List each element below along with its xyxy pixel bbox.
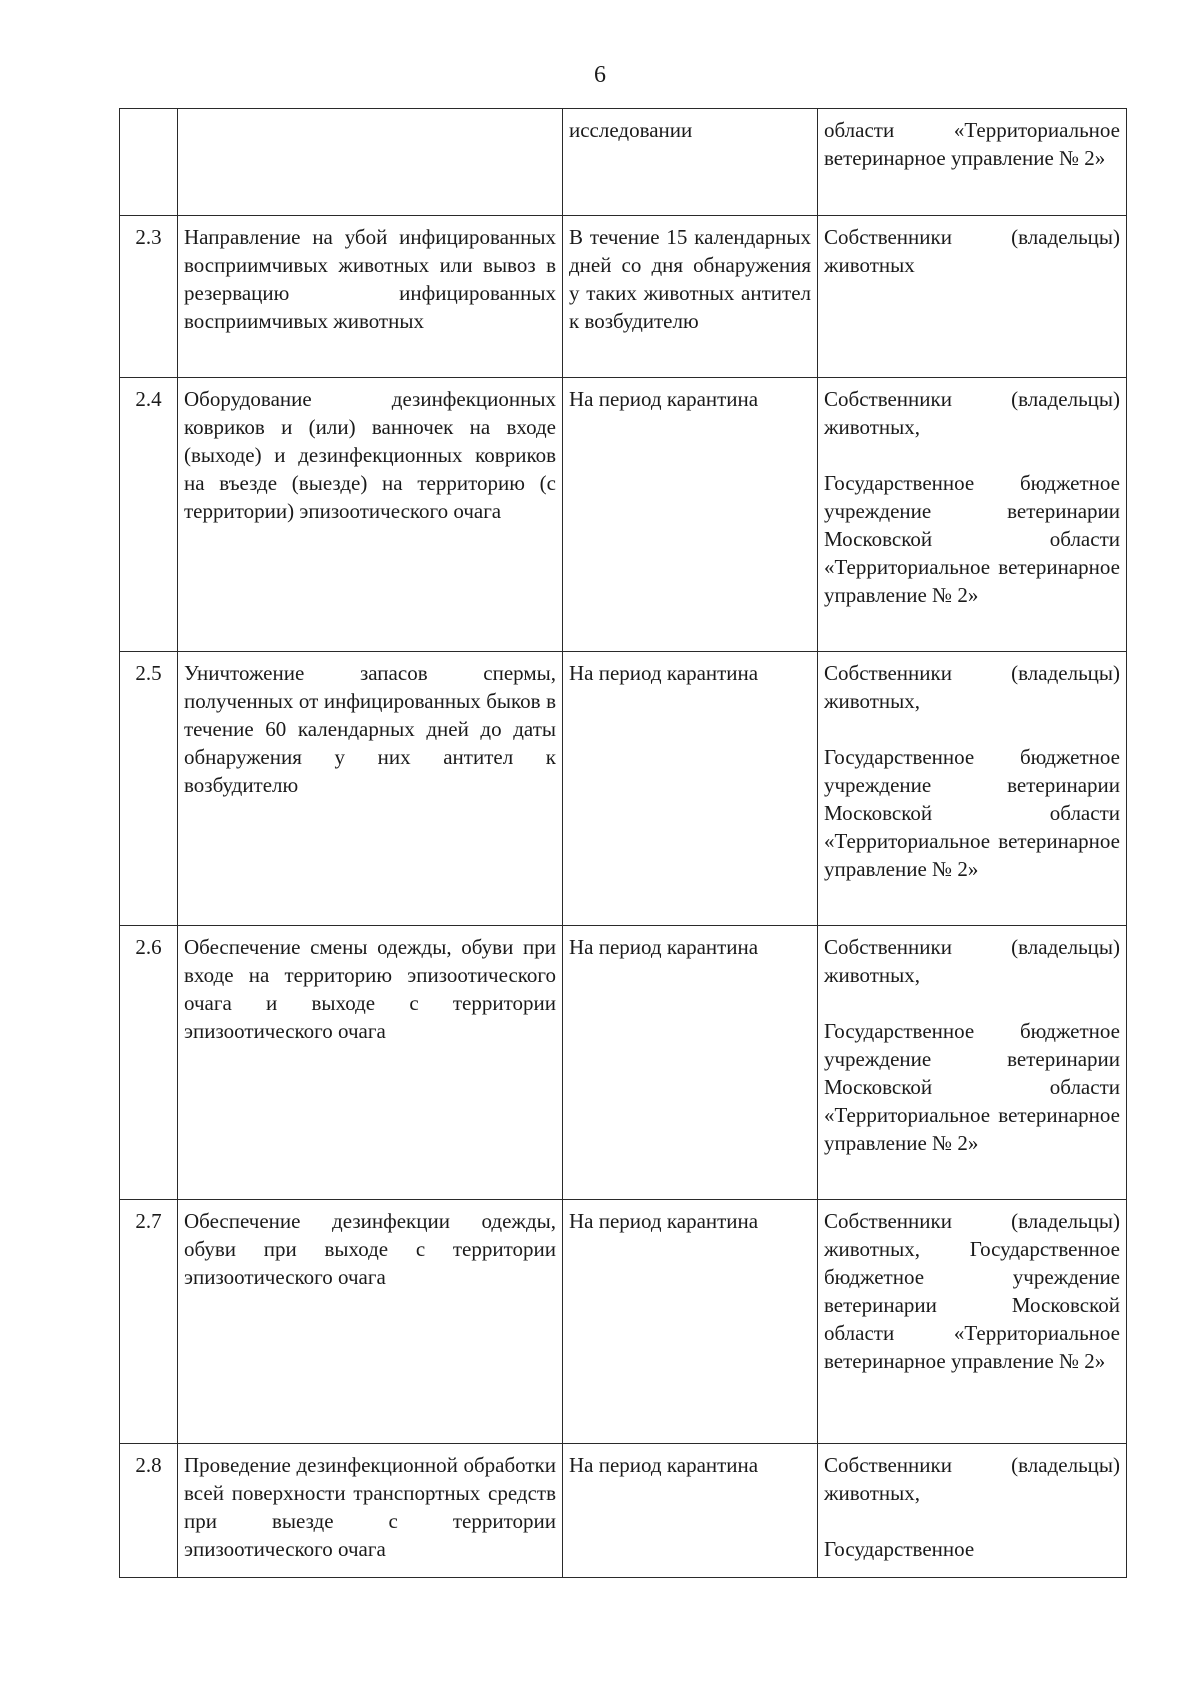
table-row [120,926,1127,1200]
measure-responsible [818,109,1127,216]
measure-description: Уничтожение запасов спермы, полученных от инфицированных быков в течение 60 календарных дней до даты обнаружения у них антител к возбудителю [178,652,563,926]
measure-description: Обеспечение дезинфекции одежды, обуви при выходе с территории эпизоотического очага [178,1200,563,1444]
measure-term: На период карантина [563,926,818,1200]
measure-responsible [818,216,1127,378]
responsible-text: Собственники (владельцы) животных, [824,387,1120,439]
row-number: 2.5 [120,652,178,926]
table-row [120,378,1127,652]
table-row [120,652,1127,926]
table-row [120,1444,1127,1578]
table-row [120,1200,1127,1444]
measures-table [119,108,1127,1578]
row-number [120,109,178,216]
measure-responsible [818,926,1127,1200]
measure-description: Направление на убой инфицированных восприимчивых животных или вывоз в резервацию инфицированных восприимчивых животных [178,216,563,378]
measure-responsible [818,378,1127,652]
responsible-text: Государственное бюджетное учреждение ветеринарии Московской области «Территориальное ветеринарное управление № 2» [824,745,1120,881]
responsible-text: Собственники (владельцы) животных, [824,661,1120,713]
responsible-text: Собственники (владельцы) животных, [824,1453,1120,1505]
measure-term: В течение 15 календарных дней со дня обнаружения у таких животных антител к возбудителю [563,216,818,378]
measure-responsible [818,1444,1127,1578]
row-number: 2.7 [120,1200,178,1444]
responsible-text: Собственники (владельцы) животных [824,225,1120,277]
responsible-text: Государственное бюджетное учреждение ветеринарии Московской области «Территориальное ветеринарное управление № 2» [824,1019,1120,1155]
page-number: 6 [594,62,606,88]
responsible-text: Государственное [824,1537,975,1561]
row-number: 2.8 [120,1444,178,1578]
row-number: 2.4 [120,378,178,652]
measure-term: исследовании [563,109,818,216]
measure-responsible [818,652,1127,926]
row-number: 2.3 [120,216,178,378]
responsible-text: Собственники (владельцы) животных, Государственное бюджетное учреждение ветеринарии Московской области «Территориальное ветеринарное управление № 2» [824,1209,1120,1373]
measure-responsible [818,1200,1127,1444]
table-row [120,109,1127,216]
measure-term: На период карантина [563,1444,818,1578]
responsible-text: Государственное бюджетное учреждение ветеринарии Московской области «Территориальное ветеринарное управление № 2» [824,471,1120,607]
measure-description: Оборудование дезинфекционных ковриков и (или) ванночек на входе (выходе) и дезинфекционных ковриков на въезде (выезде) на территорию (с территории) эпизоотического очага [178,378,563,652]
measure-description: Обеспечение смены одежды, обуви при входе на территорию эпизоотического очага и выходе с территории эпизоотического очага [178,926,563,1200]
measure-term: На период карантина [563,1200,818,1444]
measure-term: На период карантина [563,652,818,926]
measure-description: Проведение дезинфекционной обработки всей поверхности транспортных средств при выезде с территории эпизоотического очага [178,1444,563,1578]
measure-description [178,109,563,216]
row-number: 2.6 [120,926,178,1200]
responsible-text: Собственники (владельцы) животных, [824,935,1120,987]
table-row [120,216,1127,378]
measure-term: На период карантина [563,378,818,652]
responsible-text: области «Территориальное ветеринарное управление № 2» [824,118,1120,170]
